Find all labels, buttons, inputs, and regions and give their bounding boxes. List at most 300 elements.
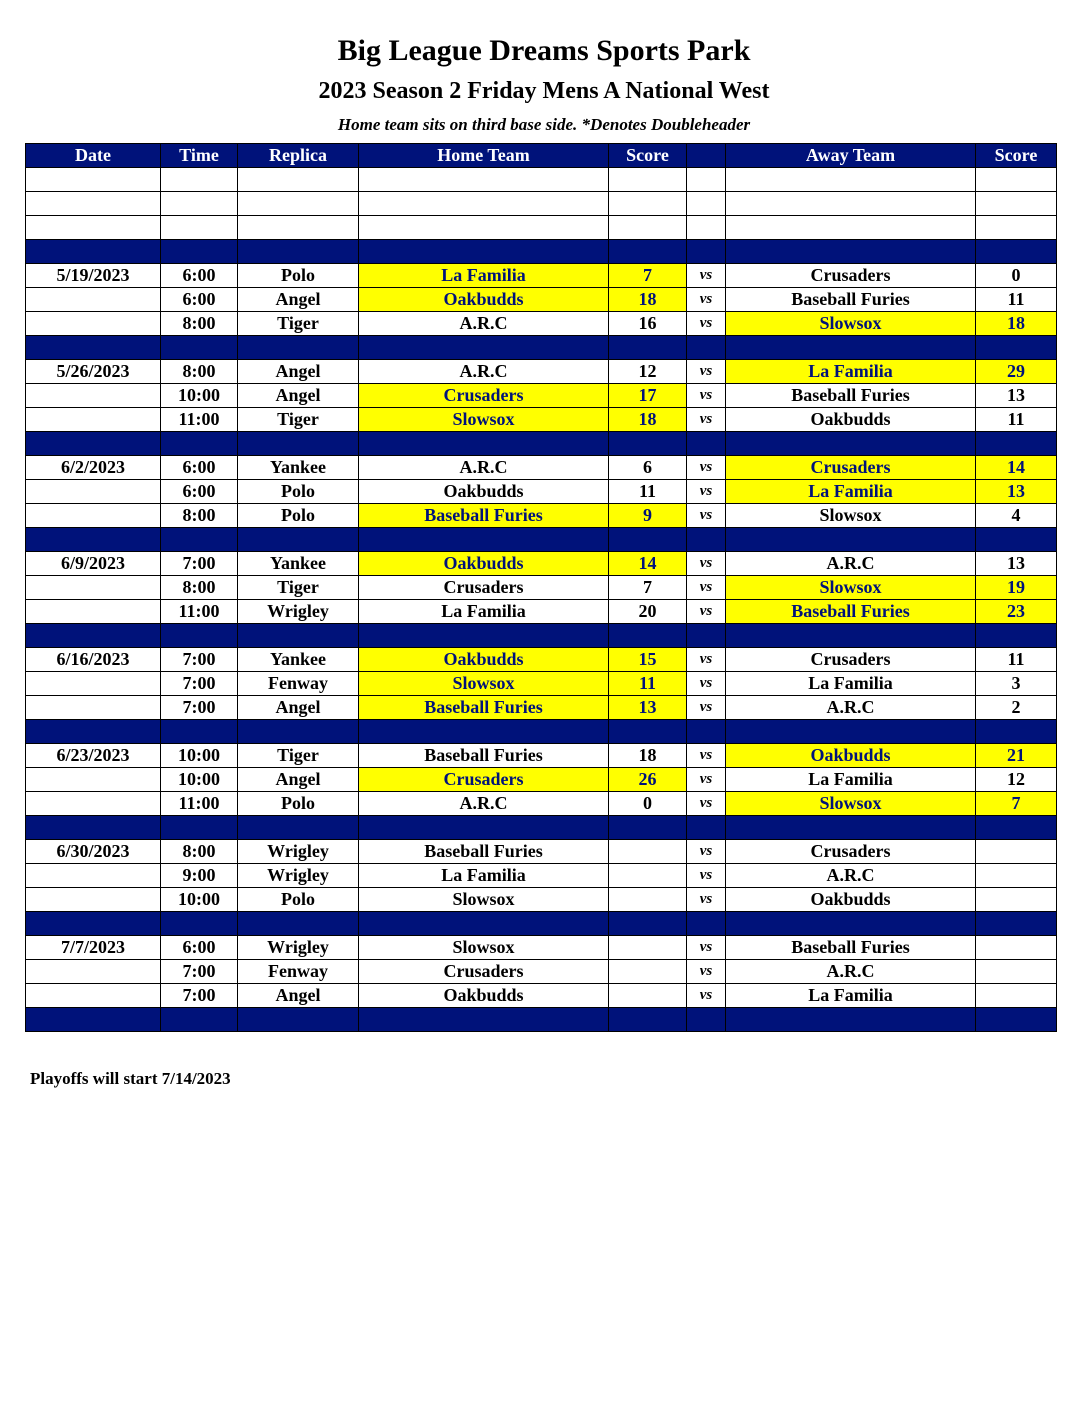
away-score-cell xyxy=(976,888,1057,912)
home-team-cell: Crusaders xyxy=(359,576,609,600)
home-score-cell xyxy=(609,192,687,216)
away-score-cell: 11 xyxy=(976,288,1057,312)
vs-cell xyxy=(687,192,726,216)
col-header-away-score: Score xyxy=(976,144,1057,168)
away-score-cell: 12 xyxy=(976,768,1057,792)
home-score-cell xyxy=(609,1008,687,1032)
away-score-cell: 21 xyxy=(976,744,1057,768)
date-cell xyxy=(26,600,161,624)
blank-row xyxy=(26,192,1057,216)
away-score-cell xyxy=(976,216,1057,240)
replica-cell: Wrigley xyxy=(238,864,359,888)
home-score-cell xyxy=(609,432,687,456)
home-score-cell: 12 xyxy=(609,360,687,384)
vs-cell: vs xyxy=(687,888,726,912)
home-team-cell: La Familia xyxy=(359,600,609,624)
vs-cell: vs xyxy=(687,936,726,960)
vs-cell xyxy=(687,168,726,192)
home-team-cell: Oakbudds xyxy=(359,984,609,1008)
away-score-cell: 23 xyxy=(976,600,1057,624)
away-team-cell xyxy=(726,216,976,240)
game-row xyxy=(26,480,1057,504)
away-team-cell xyxy=(726,192,976,216)
replica-cell: Polo xyxy=(238,504,359,528)
col-header-home-score: Score xyxy=(609,144,687,168)
date-cell xyxy=(26,336,161,360)
replica-cell: Polo xyxy=(238,792,359,816)
away-team-cell: Oakbudds xyxy=(726,744,976,768)
vs-cell: vs xyxy=(687,576,726,600)
home-team-cell: A.R.C xyxy=(359,456,609,480)
date-cell xyxy=(26,912,161,936)
game-row xyxy=(26,792,1057,816)
away-team-cell: La Familia xyxy=(726,984,976,1008)
date-cell xyxy=(26,624,161,648)
date-cell: 6/30/2023 xyxy=(26,840,161,864)
replica-cell xyxy=(238,624,359,648)
away-score-cell xyxy=(976,1008,1057,1032)
away-team-cell: Baseball Furies xyxy=(726,936,976,960)
away-score-cell xyxy=(976,168,1057,192)
page-title: Big League Dreams Sports Park xyxy=(337,34,751,67)
game-row xyxy=(26,696,1057,720)
vs-cell xyxy=(687,336,726,360)
home-score-cell: 7 xyxy=(609,264,687,288)
home-team-cell xyxy=(359,216,609,240)
vs-cell: vs xyxy=(687,600,726,624)
away-team-cell: La Familia xyxy=(726,768,976,792)
home-score-cell xyxy=(609,336,687,360)
game-row xyxy=(26,960,1057,984)
home-score-cell: 0 xyxy=(609,792,687,816)
time-cell xyxy=(161,192,238,216)
home-score-cell xyxy=(609,936,687,960)
vs-cell: vs xyxy=(687,456,726,480)
time-cell: 6:00 xyxy=(161,936,238,960)
vs-cell xyxy=(687,216,726,240)
time-cell: 9:00 xyxy=(161,864,238,888)
away-score-cell xyxy=(976,528,1057,552)
date-cell xyxy=(26,168,161,192)
time-cell: 11:00 xyxy=(161,600,238,624)
home-score-cell: 11 xyxy=(609,672,687,696)
vs-cell xyxy=(687,1008,726,1032)
away-score-cell xyxy=(976,816,1057,840)
replica-cell xyxy=(238,720,359,744)
date-cell xyxy=(26,288,161,312)
home-team-cell: A.R.C xyxy=(359,312,609,336)
game-row xyxy=(26,864,1057,888)
away-score-cell xyxy=(976,912,1057,936)
date-cell: 6/2/2023 xyxy=(26,456,161,480)
vs-cell: vs xyxy=(687,408,726,432)
date-separator-row xyxy=(26,336,1057,360)
time-cell: 8:00 xyxy=(161,312,238,336)
away-team-cell: Slowsox xyxy=(726,792,976,816)
home-team-cell xyxy=(359,624,609,648)
header-row xyxy=(26,144,1057,168)
away-team-cell xyxy=(726,168,976,192)
time-cell: 8:00 xyxy=(161,360,238,384)
time-cell: 6:00 xyxy=(161,288,238,312)
game-row xyxy=(26,744,1057,768)
away-score-cell: 11 xyxy=(976,648,1057,672)
replica-cell xyxy=(238,192,359,216)
home-team-cell: Baseball Furies xyxy=(359,696,609,720)
game-row xyxy=(26,264,1057,288)
vs-cell: vs xyxy=(687,504,726,528)
blank-row xyxy=(26,216,1057,240)
home-team-cell: Crusaders xyxy=(359,768,609,792)
game-row xyxy=(26,456,1057,480)
home-score-cell xyxy=(609,960,687,984)
vs-cell xyxy=(687,432,726,456)
replica-cell xyxy=(238,912,359,936)
away-score-cell xyxy=(976,960,1057,984)
date-cell xyxy=(26,768,161,792)
vs-cell: vs xyxy=(687,648,726,672)
away-score-cell: 29 xyxy=(976,360,1057,384)
time-cell: 11:00 xyxy=(161,792,238,816)
replica-cell: Angel xyxy=(238,360,359,384)
date-separator-row xyxy=(26,720,1057,744)
game-row xyxy=(26,936,1057,960)
time-cell: 7:00 xyxy=(161,960,238,984)
vs-cell: vs xyxy=(687,672,726,696)
away-team-cell: Slowsox xyxy=(726,312,976,336)
home-score-cell: 14 xyxy=(609,552,687,576)
away-team-cell: Baseball Furies xyxy=(726,600,976,624)
time-cell: 10:00 xyxy=(161,768,238,792)
replica-cell: Fenway xyxy=(238,960,359,984)
time-cell xyxy=(161,216,238,240)
away-team-cell: Slowsox xyxy=(726,576,976,600)
playoffs-note: Playoffs will start 7/14/2023 xyxy=(30,1069,231,1088)
date-cell xyxy=(26,888,161,912)
home-team-cell: Oakbudds xyxy=(359,648,609,672)
away-score-cell: 14 xyxy=(976,456,1057,480)
game-row xyxy=(26,360,1057,384)
game-row xyxy=(26,600,1057,624)
away-score-cell xyxy=(976,432,1057,456)
replica-cell: Angel xyxy=(238,768,359,792)
schedule-table xyxy=(25,143,1057,1032)
vs-cell: vs xyxy=(687,984,726,1008)
home-team-cell xyxy=(359,816,609,840)
replica-cell: Wrigley xyxy=(238,600,359,624)
time-cell xyxy=(161,432,238,456)
home-team-cell: Crusaders xyxy=(359,384,609,408)
home-team-cell: Baseball Furies xyxy=(359,744,609,768)
schedule-note: Home team sits on third base side. *Denotes Doubleheader xyxy=(337,115,751,134)
replica-cell: Angel xyxy=(238,696,359,720)
game-row xyxy=(26,384,1057,408)
game-row xyxy=(26,888,1057,912)
home-score-cell: 18 xyxy=(609,288,687,312)
home-score-cell xyxy=(609,720,687,744)
replica-cell: Tiger xyxy=(238,576,359,600)
game-row xyxy=(26,288,1057,312)
home-team-cell: Slowsox xyxy=(359,888,609,912)
time-cell: 10:00 xyxy=(161,888,238,912)
away-team-cell xyxy=(726,912,976,936)
schedule-body xyxy=(26,168,1057,1032)
vs-cell: vs xyxy=(687,840,726,864)
time-cell: 6:00 xyxy=(161,480,238,504)
replica-cell: Tiger xyxy=(238,408,359,432)
date-cell xyxy=(26,480,161,504)
away-team-cell: La Familia xyxy=(726,360,976,384)
replica-cell: Tiger xyxy=(238,744,359,768)
away-score-cell: 19 xyxy=(976,576,1057,600)
league-subtitle: 2023 Season 2 Friday Mens A National West xyxy=(318,78,770,104)
away-team-cell xyxy=(726,1008,976,1032)
game-row xyxy=(26,984,1057,1008)
home-team-cell xyxy=(359,432,609,456)
date-cell xyxy=(26,384,161,408)
away-score-cell: 2 xyxy=(976,696,1057,720)
date-cell xyxy=(26,960,161,984)
time-cell xyxy=(161,336,238,360)
date-cell xyxy=(26,984,161,1008)
replica-cell xyxy=(238,1008,359,1032)
replica-cell: Polo xyxy=(238,888,359,912)
home-score-cell xyxy=(609,216,687,240)
vs-cell: vs xyxy=(687,312,726,336)
date-separator-row xyxy=(26,432,1057,456)
date-cell xyxy=(26,192,161,216)
vs-cell: vs xyxy=(687,480,726,504)
replica-cell: Wrigley xyxy=(238,840,359,864)
vs-cell: vs xyxy=(687,384,726,408)
home-team-cell: Slowsox xyxy=(359,936,609,960)
date-cell xyxy=(26,312,161,336)
date-separator-row xyxy=(26,912,1057,936)
date-cell xyxy=(26,816,161,840)
away-team-cell: Crusaders xyxy=(726,456,976,480)
game-row xyxy=(26,648,1057,672)
away-score-cell: 13 xyxy=(976,480,1057,504)
away-team-cell xyxy=(726,432,976,456)
home-team-cell: Crusaders xyxy=(359,960,609,984)
away-team-cell xyxy=(726,720,976,744)
replica-cell: Tiger xyxy=(238,312,359,336)
date-cell xyxy=(26,696,161,720)
home-team-cell xyxy=(359,168,609,192)
vs-cell: vs xyxy=(687,288,726,312)
date-cell xyxy=(26,528,161,552)
replica-cell: Yankee xyxy=(238,552,359,576)
vs-cell: vs xyxy=(687,744,726,768)
date-separator-row xyxy=(26,624,1057,648)
vs-cell: vs xyxy=(687,360,726,384)
time-cell xyxy=(161,240,238,264)
away-score-cell xyxy=(976,840,1057,864)
away-team-cell: Oakbudds xyxy=(726,888,976,912)
replica-cell: Polo xyxy=(238,264,359,288)
time-cell xyxy=(161,816,238,840)
away-team-cell: Crusaders xyxy=(726,840,976,864)
date-cell xyxy=(26,216,161,240)
away-team-cell xyxy=(726,624,976,648)
time-cell xyxy=(161,720,238,744)
time-cell: 6:00 xyxy=(161,456,238,480)
home-score-cell xyxy=(609,168,687,192)
home-team-cell: Baseball Furies xyxy=(359,504,609,528)
date-cell xyxy=(26,432,161,456)
away-score-cell: 4 xyxy=(976,504,1057,528)
away-score-cell: 13 xyxy=(976,552,1057,576)
away-team-cell xyxy=(726,336,976,360)
date-cell xyxy=(26,240,161,264)
replica-cell: Fenway xyxy=(238,672,359,696)
vs-cell: vs xyxy=(687,264,726,288)
home-score-cell: 15 xyxy=(609,648,687,672)
date-separator-row xyxy=(26,816,1057,840)
col-header-home-team: Home Team xyxy=(359,144,609,168)
replica-cell: Yankee xyxy=(238,456,359,480)
vs-cell xyxy=(687,240,726,264)
away-team-cell: Slowsox xyxy=(726,504,976,528)
home-team-cell xyxy=(359,336,609,360)
time-cell: 11:00 xyxy=(161,408,238,432)
time-cell: 7:00 xyxy=(161,648,238,672)
time-cell: 6:00 xyxy=(161,264,238,288)
home-score-cell: 13 xyxy=(609,696,687,720)
home-score-cell: 9 xyxy=(609,504,687,528)
home-score-cell: 11 xyxy=(609,480,687,504)
time-cell xyxy=(161,912,238,936)
home-team-cell xyxy=(359,528,609,552)
time-cell: 8:00 xyxy=(161,840,238,864)
date-cell xyxy=(26,720,161,744)
replica-cell xyxy=(238,816,359,840)
replica-cell: Polo xyxy=(238,480,359,504)
col-header-away-team: Away Team xyxy=(726,144,976,168)
away-team-cell: Baseball Furies xyxy=(726,384,976,408)
home-score-cell xyxy=(609,240,687,264)
vs-cell: vs xyxy=(687,960,726,984)
home-score-cell xyxy=(609,528,687,552)
vs-cell: vs xyxy=(687,864,726,888)
away-score-cell: 18 xyxy=(976,312,1057,336)
blank-row xyxy=(26,168,1057,192)
replica-cell: Yankee xyxy=(238,648,359,672)
game-row xyxy=(26,408,1057,432)
away-score-cell: 0 xyxy=(976,264,1057,288)
date-cell: 6/23/2023 xyxy=(26,744,161,768)
time-cell: 7:00 xyxy=(161,696,238,720)
away-team-cell: La Familia xyxy=(726,672,976,696)
away-score-cell xyxy=(976,240,1057,264)
vs-cell xyxy=(687,528,726,552)
home-score-cell: 18 xyxy=(609,744,687,768)
col-header-time: Time xyxy=(161,144,238,168)
home-score-cell: 16 xyxy=(609,312,687,336)
time-cell: 10:00 xyxy=(161,744,238,768)
home-team-cell: Oakbudds xyxy=(359,552,609,576)
date-cell: 6/16/2023 xyxy=(26,648,161,672)
home-team-cell: Oakbudds xyxy=(359,480,609,504)
away-team-cell xyxy=(726,528,976,552)
away-team-cell: Oakbudds xyxy=(726,408,976,432)
date-cell xyxy=(26,792,161,816)
home-score-cell xyxy=(609,816,687,840)
home-score-cell xyxy=(609,624,687,648)
home-score-cell xyxy=(609,840,687,864)
home-team-cell xyxy=(359,240,609,264)
time-cell xyxy=(161,168,238,192)
home-score-cell: 7 xyxy=(609,576,687,600)
col-header-date: Date xyxy=(26,144,161,168)
date-cell xyxy=(26,408,161,432)
away-score-cell xyxy=(976,984,1057,1008)
home-team-cell: A.R.C xyxy=(359,360,609,384)
away-score-cell: 11 xyxy=(976,408,1057,432)
replica-cell xyxy=(238,168,359,192)
replica-cell xyxy=(238,432,359,456)
home-team-cell: La Familia xyxy=(359,864,609,888)
col-header-replica: Replica xyxy=(238,144,359,168)
vs-cell: vs xyxy=(687,552,726,576)
time-cell: 10:00 xyxy=(161,384,238,408)
home-score-cell: 6 xyxy=(609,456,687,480)
home-team-cell: Slowsox xyxy=(359,672,609,696)
time-cell: 7:00 xyxy=(161,984,238,1008)
away-team-cell: A.R.C xyxy=(726,552,976,576)
vs-cell: vs xyxy=(687,768,726,792)
replica-cell xyxy=(238,240,359,264)
game-row xyxy=(26,312,1057,336)
home-team-cell xyxy=(359,192,609,216)
away-score-cell xyxy=(976,720,1057,744)
home-team-cell: A.R.C xyxy=(359,792,609,816)
away-score-cell: 13 xyxy=(976,384,1057,408)
home-score-cell xyxy=(609,912,687,936)
game-row xyxy=(26,552,1057,576)
away-team-cell: La Familia xyxy=(726,480,976,504)
date-cell xyxy=(26,864,161,888)
vs-cell xyxy=(687,912,726,936)
time-cell: 8:00 xyxy=(161,504,238,528)
date-cell: 6/9/2023 xyxy=(26,552,161,576)
time-cell xyxy=(161,1008,238,1032)
vs-cell xyxy=(687,816,726,840)
time-cell: 8:00 xyxy=(161,576,238,600)
vs-cell: vs xyxy=(687,696,726,720)
away-team-cell xyxy=(726,240,976,264)
date-cell: 7/7/2023 xyxy=(26,936,161,960)
home-score-cell xyxy=(609,888,687,912)
date-cell xyxy=(26,672,161,696)
date-cell: 5/19/2023 xyxy=(26,264,161,288)
game-row xyxy=(26,768,1057,792)
game-row xyxy=(26,504,1057,528)
home-team-cell: Oakbudds xyxy=(359,288,609,312)
away-team-cell: A.R.C xyxy=(726,960,976,984)
home-team-cell: Baseball Furies xyxy=(359,840,609,864)
time-cell: 7:00 xyxy=(161,552,238,576)
col-header-vs xyxy=(687,144,726,168)
away-team-cell: Crusaders xyxy=(726,264,976,288)
game-row xyxy=(26,672,1057,696)
game-row xyxy=(26,576,1057,600)
vs-cell xyxy=(687,624,726,648)
home-team-cell: La Familia xyxy=(359,264,609,288)
date-separator-row xyxy=(26,1008,1057,1032)
date-separator-row xyxy=(26,528,1057,552)
home-score-cell xyxy=(609,984,687,1008)
